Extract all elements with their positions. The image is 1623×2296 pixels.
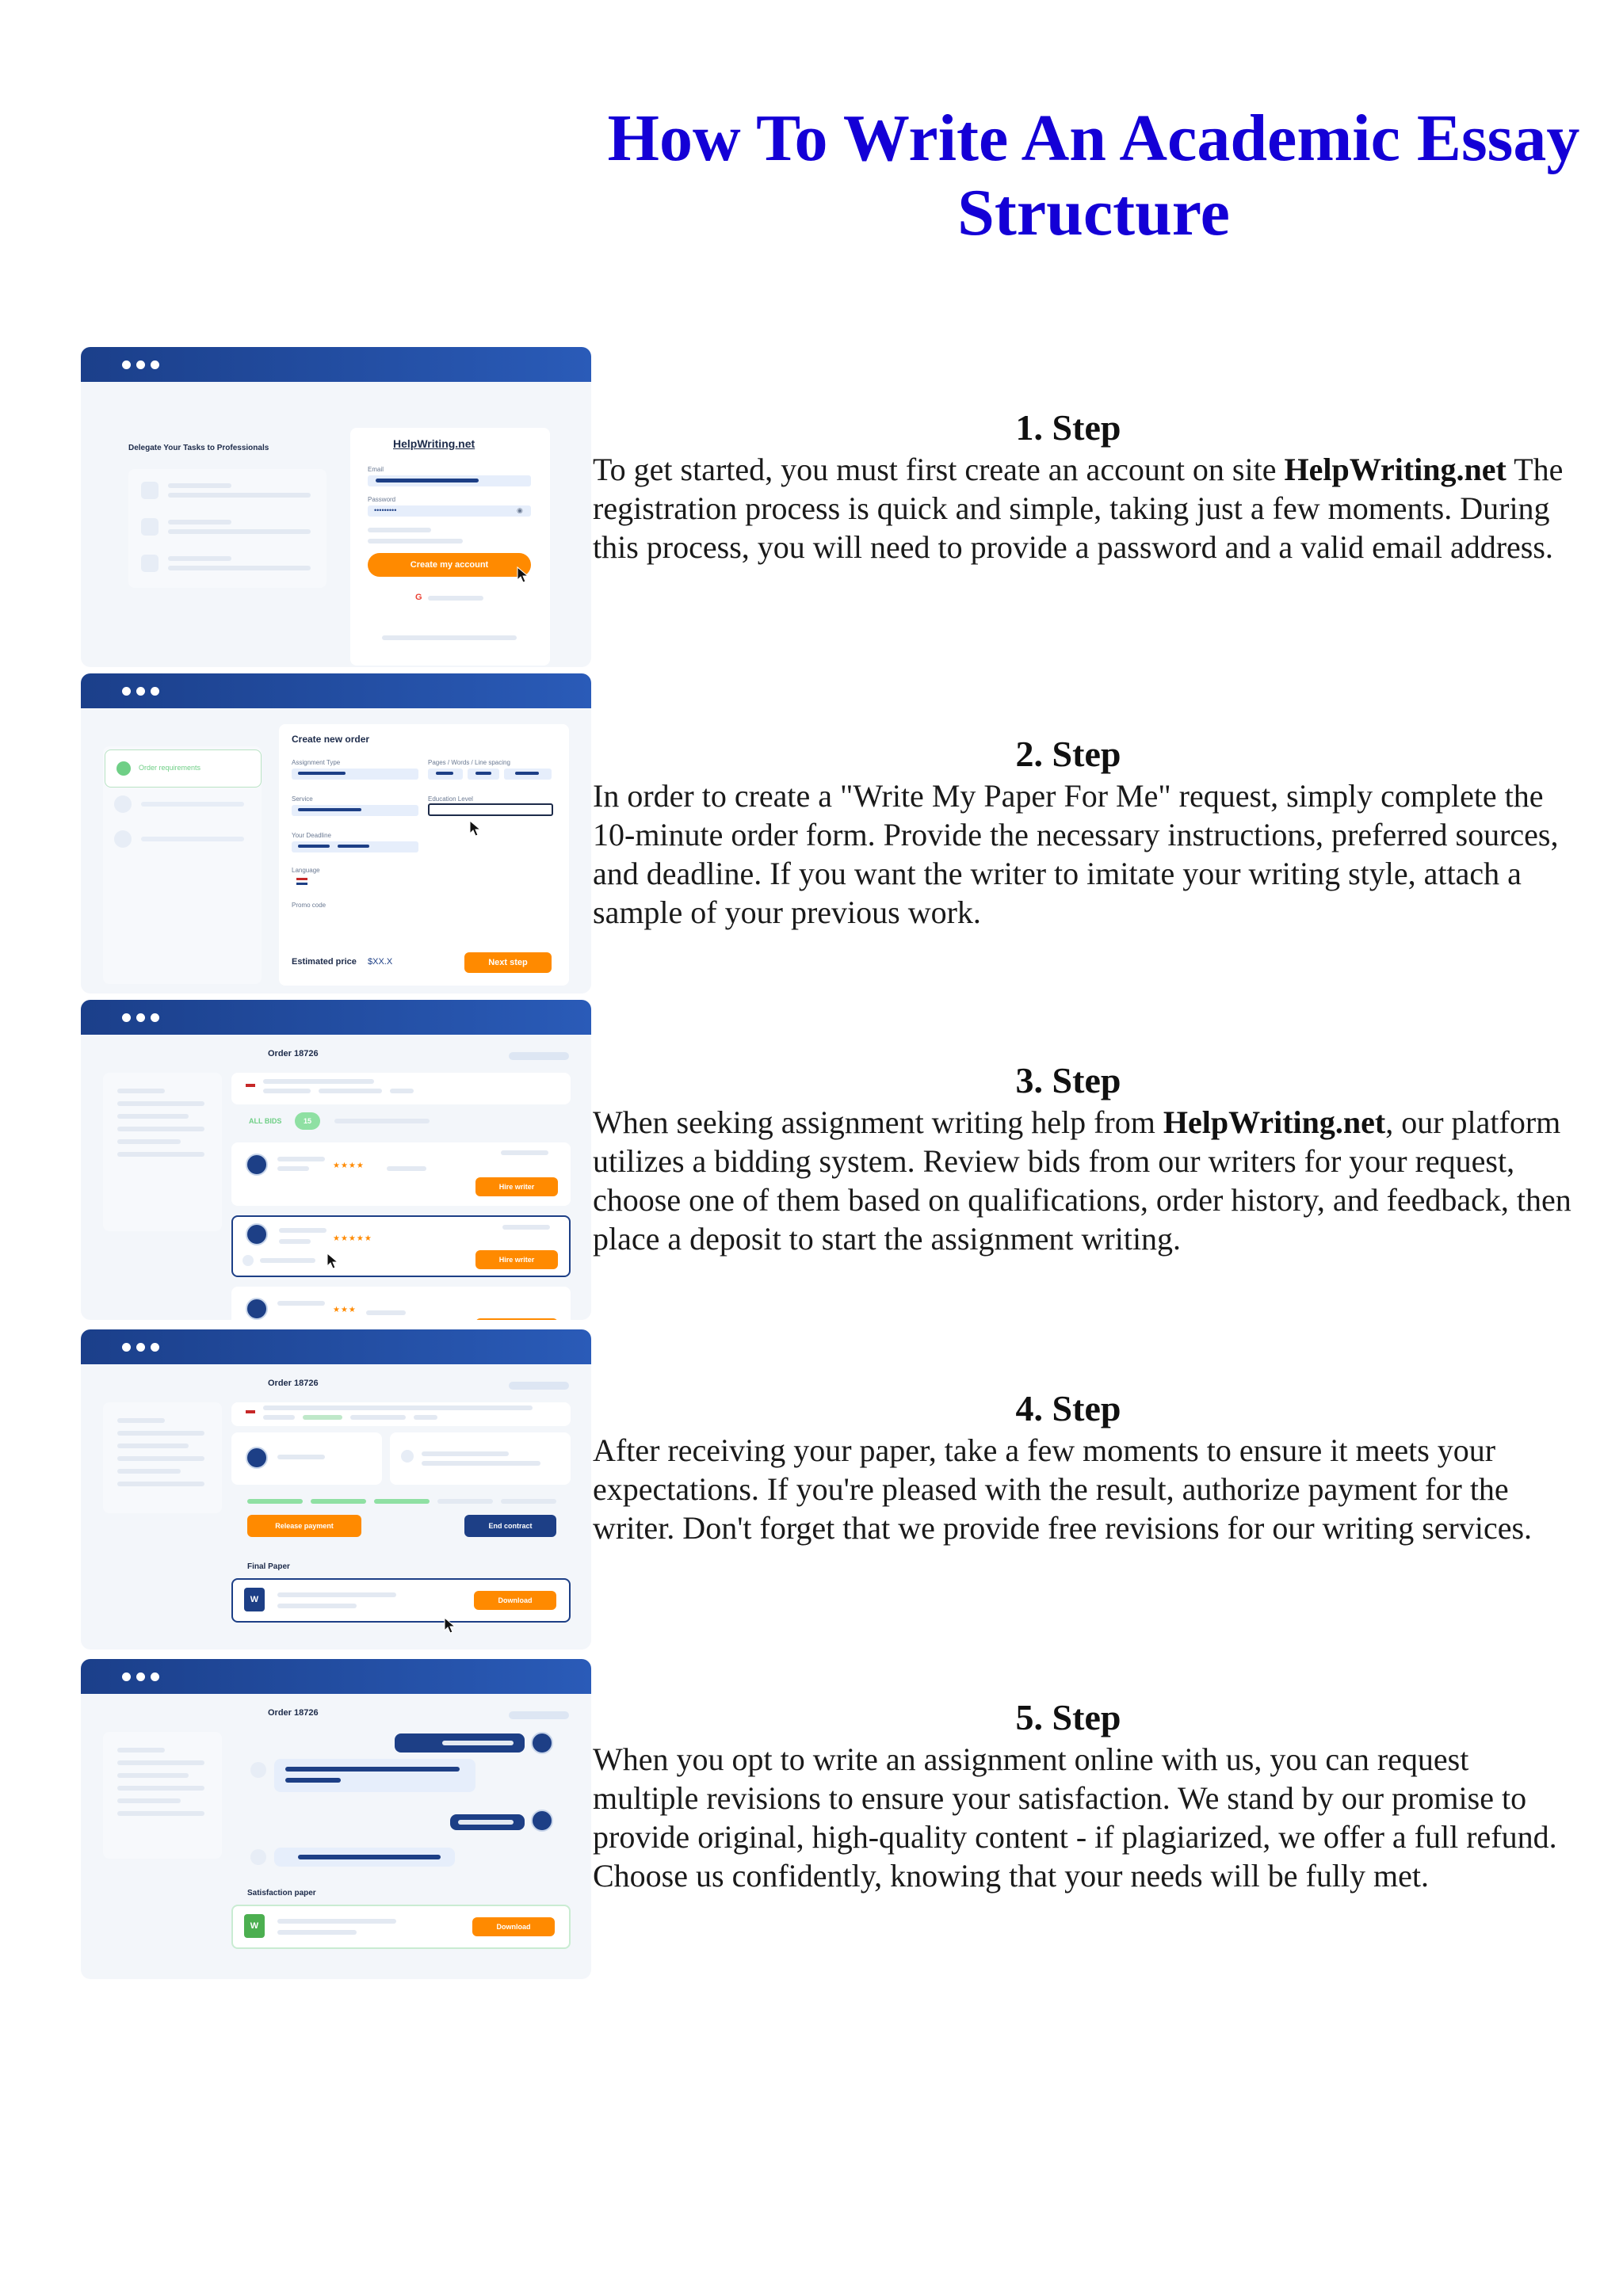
writer-avatar [246,1223,268,1245]
rating-stars: ★★★★★ [333,1234,372,1243]
window-dot [151,1013,159,1022]
window-dot [122,360,131,369]
cursor-icon [468,819,485,837]
email-label: Email [368,466,384,473]
window-titlebar [81,1000,591,1035]
create-account-button[interactable]: Create my account [368,553,531,577]
window-dot [151,687,159,696]
window-titlebar [81,1329,591,1364]
all-bids-label: ALL BIDS [249,1117,282,1125]
window-titlebar [81,347,591,382]
bid-card-selected[interactable] [231,1215,571,1277]
step-1-brand: HelpWriting.net [1284,452,1507,487]
next-step-button[interactable]: Next step [464,952,552,973]
order-title: Order 18726 [268,1708,319,1718]
window-dot [136,1343,145,1352]
hire-writer-button[interactable]: Hire writer [475,1177,558,1196]
step-3-text-start: When seeking assignment writing help from [593,1104,1163,1140]
estimated-price-label: Estimated price [292,957,357,967]
user-avatar [531,1810,553,1832]
service-select[interactable] [292,805,418,816]
hire-writer-button[interactable] [475,1318,558,1320]
writer-avatar [246,1154,268,1176]
bid-card[interactable] [231,1287,571,1320]
password-label: Password [368,496,396,503]
rating-stars: ★★★★ [333,1161,365,1170]
window-dot [122,1013,131,1022]
all-bids-count: 15 [295,1112,320,1130]
step-5-text: When you opt to write an assignment online with us, you can request multiple revisions to ensure your satisfaction. We stand by our promise to provide original, high-quality content - if plagiarized, we offer a full refund. Choose us confidently, knowing that your needs will be fully met. [593,1741,1557,1894]
screenshot-delivery [81,1329,591,1650]
final-paper-row[interactable] [231,1578,571,1623]
google-icon[interactable]: G [415,593,422,602]
pages-input[interactable] [428,769,463,780]
step-3-text-end: , our platform utilizes a bidding system. Review bids from our writers for your request, choose one of them based on qualifications, order history, and feedback, then place a deposit to start the assignment writing. [593,1104,1571,1257]
user-avatar [531,1732,553,1754]
hire-writer-button[interactable]: Hire writer [475,1250,558,1269]
email-field[interactable] [368,475,531,486]
word-document-icon: W [244,1914,265,1938]
window-dot [122,1672,131,1681]
satisfaction-paper-label: Satisfaction paper [247,1889,316,1897]
us-flag-icon[interactable] [296,878,307,885]
check-icon [116,761,131,776]
flag-icon [246,1410,255,1417]
step-5-heading: 5. Step [1015,1697,1121,1737]
step-2-heading: 2. Step [1015,734,1121,774]
rating-stars: ★★★ [333,1306,357,1314]
window-titlebar [81,1659,591,1694]
spacing-input[interactable] [504,769,552,780]
chat-bubble-outgoing [450,1814,525,1830]
order-title: Order 18726 [268,1049,319,1058]
sidebar-item-order-requirements[interactable]: Order requirements [105,749,262,788]
deadline-picker[interactable] [292,841,418,852]
window-dot [122,1343,131,1352]
end-contract-button[interactable]: End contract [464,1515,556,1537]
password-field[interactable] [368,505,531,517]
final-paper-label: Final Paper [247,1562,290,1571]
window-dot [151,1343,159,1352]
step-2-text: In order to create a "Write My Paper For Me" request, simply complete the 10-minute order form. Provide the necessary instructions, preferred sources, and deadline. If you want the writer to imitate your writing style, attach a sample of your previous work. [593,778,1559,930]
screenshot-order-form: Order requirements Create new order Assignment Type Pages / Words / Line spacing Service Education Level Your Deadline Language Promo code Estimated price $XX.X Next step [81,673,591,994]
chat-bubble-incoming [274,1759,475,1792]
writer-avatar [246,1298,268,1320]
step-4-text: After receiving your paper, take a few moments to ensure it meets your expectations. If you're pleased with the result, authorize payment for the writer. Don't forget that we provide free revisions for our writing services. [593,1432,1533,1546]
step-1-heading: 1. Step [1015,407,1121,448]
page-title: How To Write An Academic Essay Structure [607,101,1580,250]
window-dot [122,687,131,696]
estimated-price-value: $XX.X [368,957,393,967]
screenshot-bids [81,1000,591,1320]
step-3-brand: HelpWriting.net [1163,1104,1386,1140]
window-dot [136,687,145,696]
order-title: Order 18726 [268,1379,319,1388]
eye-icon[interactable]: ◉ [517,506,523,514]
step-4-heading: 4. Step [1015,1388,1121,1428]
cursor-icon [442,1616,460,1634]
window-dot [136,1013,145,1022]
word-document-icon: W [244,1588,265,1611]
screenshot-revision [81,1659,591,1979]
step-3-text [593,1103,1575,1258]
window-dot [151,360,159,369]
education-level-select[interactable] [428,803,553,816]
screenshot-signup [81,347,591,667]
step-1-text-start: To get started, you must first create an account on site [593,452,1285,487]
words-input[interactable] [468,769,499,780]
chat-bubble-incoming [274,1848,455,1867]
step-1-text-end: The registration process is quick and simple, taking just a few moments. During this process, you will need to provide a password and a valid email address. [593,452,1564,565]
window-dot [151,1672,159,1681]
chat-bubble-outgoing [395,1733,525,1753]
flag-icon [246,1084,255,1090]
window-dot [136,1672,145,1681]
writer-avatar [246,1447,268,1469]
window-dot [136,360,145,369]
password-mask: ••••••••• [374,506,397,514]
order-form-heading: Create new order [292,734,370,745]
bid-card[interactable] [231,1142,571,1206]
helpwriting-logo: HelpWriting.net [393,437,475,450]
satisfaction-paper-row[interactable] [231,1905,571,1949]
download-button[interactable]: Download [474,1591,556,1610]
assignment-type-select[interactable] [292,769,418,780]
step-1-text [593,450,1575,566]
release-payment-button[interactable]: Release payment [247,1515,361,1537]
step-3-heading: 3. Step [1015,1060,1121,1100]
window-titlebar [81,673,591,708]
cursor-icon [515,566,533,583]
cursor-icon [325,1252,342,1269]
download-button[interactable]: Download [472,1917,555,1936]
signup-left-heading: Delegate Your Tasks to Professionals [128,444,269,452]
